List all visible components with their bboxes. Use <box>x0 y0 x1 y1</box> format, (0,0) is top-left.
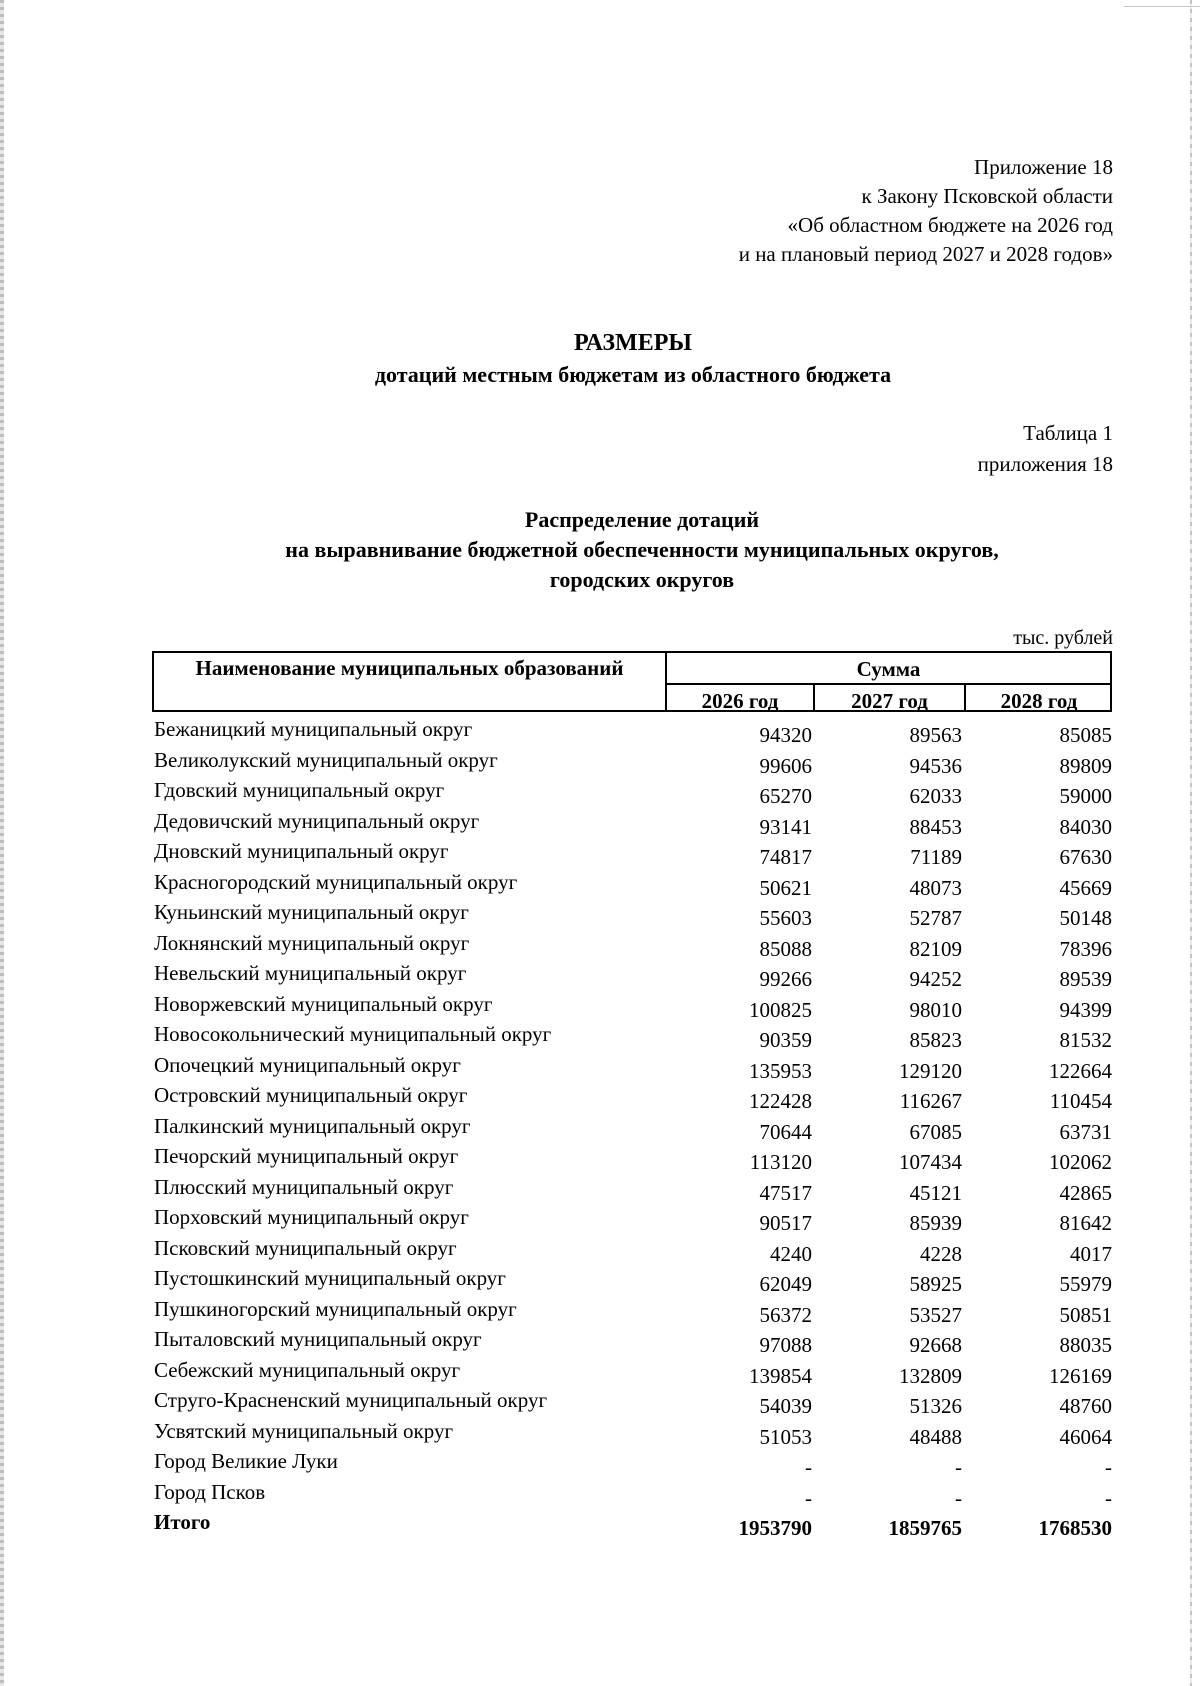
value-2028: 59000 <box>1059 784 1112 808</box>
value-2027: 53527 <box>909 1302 962 1327</box>
value-2028: 42865 <box>1059 1180 1112 1205</box>
row-name: Красногородский муниципальный округ <box>154 869 518 894</box>
table-row <box>154 1202 1114 1233</box>
annex-line-4: и на плановый период 2027 и 2028 годов» <box>738 242 1113 266</box>
value-2027: 129120 <box>899 1058 962 1083</box>
row-name: Усвятский муниципальный округ <box>154 1418 454 1443</box>
value-2028: 110454 <box>1049 1089 1112 1113</box>
row-name: Город Великие Луки <box>154 1449 338 1473</box>
value-2027: 89563 <box>909 723 962 747</box>
table-row <box>154 1477 1114 1508</box>
table-row <box>154 1111 1114 1142</box>
value-2028: 81642 <box>1059 1211 1112 1235</box>
table-row <box>154 714 1114 745</box>
value-2026: 94320 <box>759 723 812 747</box>
value-2028: 1768530 <box>1038 1516 1112 1540</box>
row-name: Дедовичский муниципальный округ <box>154 808 480 833</box>
value-2026: 4240 <box>770 1241 812 1266</box>
value-2026: - <box>805 1455 812 1479</box>
value-2026: 54039 <box>759 1394 812 1418</box>
header-year-2028: 2028 год <box>1000 689 1078 713</box>
header-subdivider <box>667 683 1110 685</box>
value-2028: 88035 <box>1059 1333 1112 1357</box>
table-reference <box>813 418 1113 480</box>
annex-line-2: к Закону Псковской области <box>861 184 1113 208</box>
value-2027: - <box>955 1485 962 1510</box>
row-name: Островский муниципальный округ <box>154 1083 468 1107</box>
row-name: Куньинский муниципальный округ <box>154 900 469 924</box>
value-2026: 99606 <box>759 753 812 778</box>
value-2027: 107434 <box>899 1150 962 1174</box>
table-row <box>154 745 1114 776</box>
table-title-line-2: на выравнивание бюджетной обеспеченности муниципальных округов, <box>285 537 999 562</box>
value-2026: 1953790 <box>738 1516 812 1540</box>
value-2026: 85088 <box>759 936 812 961</box>
row-name: Невельский муниципальный округ <box>154 961 467 985</box>
table-row <box>154 1294 1114 1325</box>
value-2027: 94252 <box>909 967 962 991</box>
value-2028: 94399 <box>1059 997 1112 1022</box>
value-2027: 62033 <box>909 784 962 808</box>
value-2026: 51053 <box>759 1424 812 1449</box>
scan-edge-left <box>0 0 4 1686</box>
table-row <box>154 1172 1114 1203</box>
header-year-2026: 2026 год <box>701 689 779 713</box>
table-row <box>154 1446 1114 1477</box>
value-2027: 45121 <box>909 1180 962 1205</box>
row-name: Бежаницкий муниципальный округ <box>154 717 473 741</box>
row-name: Пушкиногорский муниципальный округ <box>154 1296 517 1321</box>
value-2026: 65270 <box>759 784 812 808</box>
table-body <box>154 714 1114 1538</box>
value-2026: 139854 <box>749 1363 812 1388</box>
header-year-2027: 2027 год <box>851 689 928 713</box>
value-2028: 67630 <box>1059 845 1112 869</box>
table-row <box>154 989 1114 1020</box>
value-2026: 97088 <box>759 1333 812 1357</box>
value-2028: 102062 <box>1049 1150 1112 1174</box>
value-2027: 132809 <box>899 1363 962 1388</box>
table-row <box>154 1324 1114 1355</box>
value-2026: 56372 <box>759 1302 812 1327</box>
table-row <box>154 867 1114 898</box>
value-2027: 1859765 <box>888 1516 962 1540</box>
annex-line-3: «Об областном бюджете на 2026 год <box>787 213 1113 237</box>
table-row <box>154 1263 1114 1294</box>
value-2027: - <box>955 1455 962 1479</box>
row-name: Пыталовский муниципальный округ <box>154 1327 482 1351</box>
value-2027: 98010 <box>909 997 962 1022</box>
value-2028: 55979 <box>1059 1272 1112 1296</box>
value-2027: 88453 <box>909 814 962 839</box>
value-2028: 4017 <box>1070 1241 1112 1266</box>
value-2028: 84030 <box>1059 814 1112 839</box>
header-sum-column: Сумма <box>856 657 921 681</box>
row-name: Палкинский муниципальный округ <box>154 1113 471 1138</box>
annex-line-1: Приложение 18 <box>974 155 1113 179</box>
row-name: Порховский муниципальный округ <box>154 1205 469 1229</box>
scan-edge-right <box>1190 0 1192 1686</box>
table-row <box>154 897 1114 928</box>
table-row <box>154 1050 1114 1081</box>
value-2027: 52787 <box>909 906 962 930</box>
value-2027: 58925 <box>909 1272 962 1296</box>
row-name: Гдовский муниципальный округ <box>154 778 445 802</box>
value-2028: 89809 <box>1059 753 1112 778</box>
value-2028: 81532 <box>1059 1028 1112 1052</box>
table-row <box>154 775 1114 806</box>
value-2027: 51326 <box>909 1394 962 1418</box>
row-name: Струго-Красненский муниципальный округ <box>154 1388 548 1412</box>
table-number: Таблица 1 <box>1023 421 1113 445</box>
value-2028: 46064 <box>1059 1424 1112 1449</box>
table-row <box>154 1080 1114 1111</box>
value-2028: 50851 <box>1059 1302 1112 1327</box>
row-name: Локнянский муниципальный округ <box>154 930 470 955</box>
table-row <box>154 958 1114 989</box>
row-name: Печорский муниципальный округ <box>154 1144 459 1168</box>
value-2028: - <box>1105 1455 1112 1479</box>
value-2026: 50621 <box>759 875 812 900</box>
table-row <box>154 1385 1114 1416</box>
table-title <box>0 505 1200 595</box>
row-name: Плюсский муниципальный округ <box>154 1174 454 1199</box>
value-2027: 67085 <box>909 1119 962 1144</box>
value-2027: 94536 <box>909 753 962 778</box>
row-name: Новосокольнический муниципальный округ <box>154 1022 552 1046</box>
scan-top-line <box>1124 6 1200 7</box>
value-2027: 92668 <box>909 1333 962 1357</box>
value-2026: 90517 <box>759 1211 812 1235</box>
value-2027: 85939 <box>909 1211 962 1235</box>
value-2026: 100825 <box>749 997 812 1022</box>
value-2027: 4228 <box>920 1241 962 1266</box>
row-name: Пустошкинский муниципальный округ <box>154 1266 506 1290</box>
row-name: Великолукский муниципальный округ <box>154 747 498 772</box>
row-name: Себежский муниципальный округ <box>154 1357 461 1382</box>
value-2026: 135953 <box>749 1058 812 1083</box>
table-row <box>154 836 1114 867</box>
value-2028: 122664 <box>1049 1058 1112 1083</box>
value-2028: 63731 <box>1059 1119 1112 1144</box>
table-row <box>154 928 1114 959</box>
row-name: Город Псков <box>154 1479 266 1504</box>
value-2026: 113120 <box>749 1150 812 1174</box>
table-row <box>154 806 1114 837</box>
table-header <box>152 651 1112 712</box>
value-2028: 89539 <box>1059 967 1112 991</box>
value-2026: 70644 <box>759 1119 812 1144</box>
page-title: РАЗМЕРЫ <box>574 330 692 356</box>
value-2028: 45669 <box>1059 875 1112 900</box>
value-2028: 50148 <box>1059 906 1112 930</box>
row-name: Новоржевский муниципальный округ <box>154 991 493 1016</box>
value-2026: 62049 <box>759 1272 812 1296</box>
value-2027: 48073 <box>909 875 962 900</box>
value-2027: 48488 <box>909 1424 962 1449</box>
annex-reference <box>513 153 1113 269</box>
row-name: Опочецкий муниципальный округ <box>154 1052 461 1077</box>
value-2026: 74817 <box>759 845 812 869</box>
total-row <box>154 1507 1114 1538</box>
table-annex: приложения 18 <box>977 452 1113 476</box>
value-2027: 71189 <box>910 845 962 869</box>
page-subtitle: дотаций местным бюджетам из областного бюджета <box>374 362 892 387</box>
value-2028: 78396 <box>1059 936 1112 961</box>
value-2026: - <box>805 1485 812 1510</box>
value-2027: 116267 <box>899 1089 962 1113</box>
table-row <box>154 1416 1114 1447</box>
value-2026: 99266 <box>759 967 812 991</box>
row-name: Псковский муниципальный округ <box>154 1235 457 1260</box>
row-name: Дновский муниципальный округ <box>154 839 449 863</box>
value-2028: 48760 <box>1059 1394 1112 1418</box>
units-label: тыс. рублей <box>1013 627 1113 649</box>
value-2028: - <box>1105 1485 1112 1510</box>
value-2026: 122428 <box>749 1089 812 1113</box>
table-title-line-3: городских округов <box>549 567 735 592</box>
table-title-line-1: Распределение дотаций <box>524 507 760 532</box>
value-2026: 55603 <box>759 906 812 930</box>
value-2028: 85085 <box>1059 723 1112 747</box>
value-2027: 82109 <box>909 936 962 961</box>
value-2026: 47517 <box>759 1180 812 1205</box>
value-2026: 90359 <box>759 1028 812 1052</box>
table-row <box>154 1019 1114 1050</box>
value-2027: 85823 <box>909 1028 962 1052</box>
table-row <box>154 1355 1114 1386</box>
table-row <box>154 1233 1114 1264</box>
header-name-column: Наименование муниципальных образований <box>195 656 624 680</box>
row-name: Итого <box>154 1510 211 1534</box>
value-2026: 93141 <box>759 814 812 839</box>
table-row <box>154 1141 1114 1172</box>
value-2028: 126169 <box>1049 1363 1112 1388</box>
